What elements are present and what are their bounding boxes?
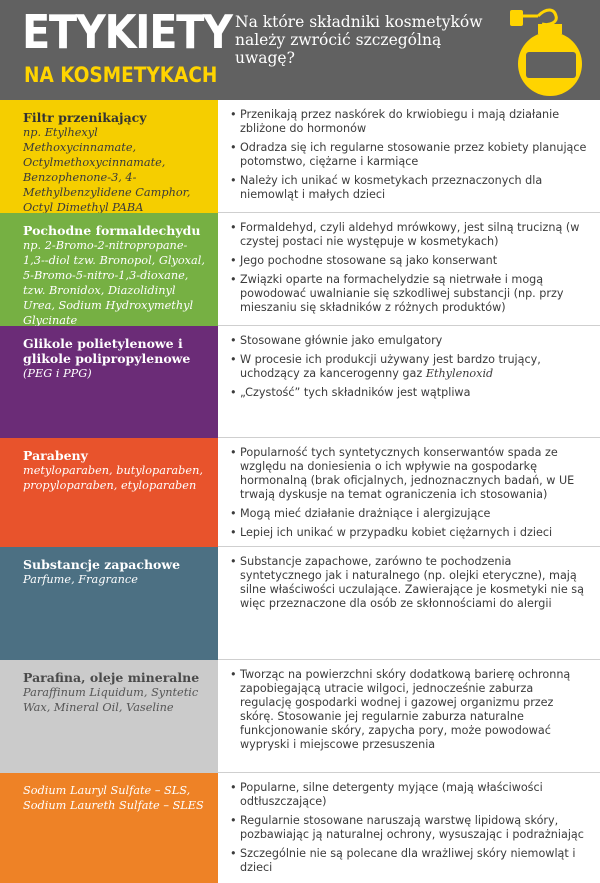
ingredient-examples: metyloparaben, butyloparaben, propyloparaben, etyloparaben (23, 464, 203, 492)
description-bullet: • Stosowane głównie jako emulgatory (230, 334, 588, 348)
description-bullet: • Substancje zapachowe, zarówno te pochodzenia syntetycznego jak i naturalnego (np. olejki eteryczne), mają silne właściwości uczulające. Zawierające je kosmetyki nie są więc przeznaczone dla osób ze skłonnościami do alergii (230, 555, 588, 611)
ingredient-row-glycols (0, 326, 600, 438)
ingredient-examples: Sodium Lauryl Sulfate – SLS, Sodium Laureth Sulfate – SLES (23, 784, 204, 812)
page-subtitle: NA KOSMETYKACH (24, 63, 218, 87)
description-bullet: • Jego pochodne stosowane są jako konserwant (230, 254, 588, 268)
ingredient-row-filters (0, 100, 600, 213)
ingredient-description (218, 438, 600, 547)
ingredient-row-paraffin (0, 660, 600, 773)
description-bullet: • Mogą mieć działanie drażniące i alergizujące (230, 507, 588, 521)
page-title: ETYKIETY (22, 5, 232, 59)
description-bullet: • Tworząc na powierzchni skóry dodatkową barierę ochronną zapobiegającą utracie wilgoci, jednocześnie zaburza regulację gospodarki wodnej i gazowej organizmu przez skórę. Stosowanie jej regularnie zaburza naturalne funkcjonowanie skóry, zapycha pory, może powodować wypryski i miejscowe przesuszenia (230, 668, 588, 752)
ingredient-category-panel (0, 660, 218, 773)
ingredient-category-panel (0, 438, 218, 547)
ingredient-title: Substancje zapachowe (23, 557, 181, 572)
description-bullet: • „Czystość” tych składników jest wątpliwa (230, 386, 588, 400)
ingredient-row-parabens (0, 438, 600, 547)
description-bullet (230, 353, 588, 381)
bullet-text: W procesie ich produkcji używany jest bardzo trujący, uchodzący za kancerogenny gaz (240, 353, 541, 380)
ingredient-category-panel (0, 213, 218, 326)
description-bullet: • Przenikają przez naskórek do krwiobiegu i mają działanie zbliżone do hormonów (230, 108, 588, 136)
ingredient-category-panel (0, 547, 218, 660)
ingredient-category-panel (0, 773, 218, 883)
description-bullet: • Popularne, silne detergenty myjące (mają właściwości odtłuszczające) (230, 781, 588, 809)
description-bullet: • Związki oparte na formachelydzie są nietrwałe i mogą powodować uwalnianie się szkodliwej substancji (np. przy mieszaniu się składników z różnych produktów) (230, 273, 588, 315)
ingredient-row-fragrances (0, 547, 600, 660)
perfume-bottle-icon (490, 4, 600, 100)
ingredient-examples: np. Etylhexyl Methoxycinnamate, Octylmethoxycinnamate, Benzophenone-3, 4- Methylbenzylidene Camphor, Octyl Dimethyl PABA (23, 126, 191, 213)
ingredient-description (218, 660, 600, 773)
header (0, 0, 600, 100)
emphasis-term: Ethylenoxid (425, 367, 494, 380)
ingredient-description (218, 547, 600, 660)
description-bullet: • Odradza się ich regularne stosowanie przez kobiety planujące potomstwo, ciężarne i karmiące (230, 141, 588, 169)
description-bullet: • Należy ich unikać w kosmetykach przeznaczonych dla niemowląt i małych dzieci (230, 174, 588, 202)
ingredient-title: Filtr przenikający (23, 110, 147, 125)
ingredient-row-sulfates (0, 773, 600, 883)
ingredient-examples: Paraffinum Liquidum, Syntetic Wax, Mineral Oil, Vaseline (23, 686, 199, 714)
description-bullet: • Lepiej ich unikać w przypadku kobiet ciężarnych i dzieci (230, 526, 588, 540)
ingredient-row-formaldehyde (0, 213, 600, 326)
description-bullet: • Regularnie stosowane naruszają warstwę lipidową skóry, pozbawiając ją naturalnej ochrony, wysuszając i podrażniając (230, 814, 588, 842)
ingredient-title: Glikole polietylenowe i glikole polipropylenowe (23, 336, 191, 366)
ingredient-title: Parafina, oleje mineralne (23, 670, 200, 685)
ingredient-title: Parabeny (23, 448, 88, 463)
ingredient-title: Pochodne formaldechydu (23, 223, 201, 238)
description-bullet: • Szczególnie nie są polecane dla wrażliwej skóry niemowląt i dzieci (230, 847, 588, 875)
ingredient-examples: np. 2-Bromo-2-nitropropane-1,3--diol tzw. Bronopol, Glyoxal, 5-Bromo-5-nitro-1,3-dioxane, tzw. Bronidox, Diazolidinyl Urea, Sodium Hydroxymethyl Glycinate (23, 239, 205, 326)
ingredient-examples: Parfume, Fragrance (23, 573, 138, 586)
header-question: Na które składniki kosmetyków należy zwrócić szczególną uwagę? (235, 13, 483, 67)
description-bullet: • Formaldehyd, czyli aldehyd mrówkowy, jest silną trucizną (w czystej postaci nie występuje w kosmetykach) (230, 221, 588, 249)
ingredient-examples: (PEG i PPG) (23, 367, 92, 380)
ingredient-description (218, 326, 600, 438)
ingredient-description (218, 213, 600, 326)
ingredient-description (218, 100, 600, 213)
ingredient-category-panel (0, 100, 218, 213)
ingredient-category-panel (0, 326, 218, 438)
description-bullet: • Popularność tych syntetycznych konserwantów spada ze względu na doniesienia o ich wpływie na gospodarkę hormonalną (brak oficjalnych, jednoznacznych badań, w UE trwają dyskusje na temat ograniczenia ich stosowania) (230, 446, 588, 502)
ingredient-description (218, 773, 600, 883)
